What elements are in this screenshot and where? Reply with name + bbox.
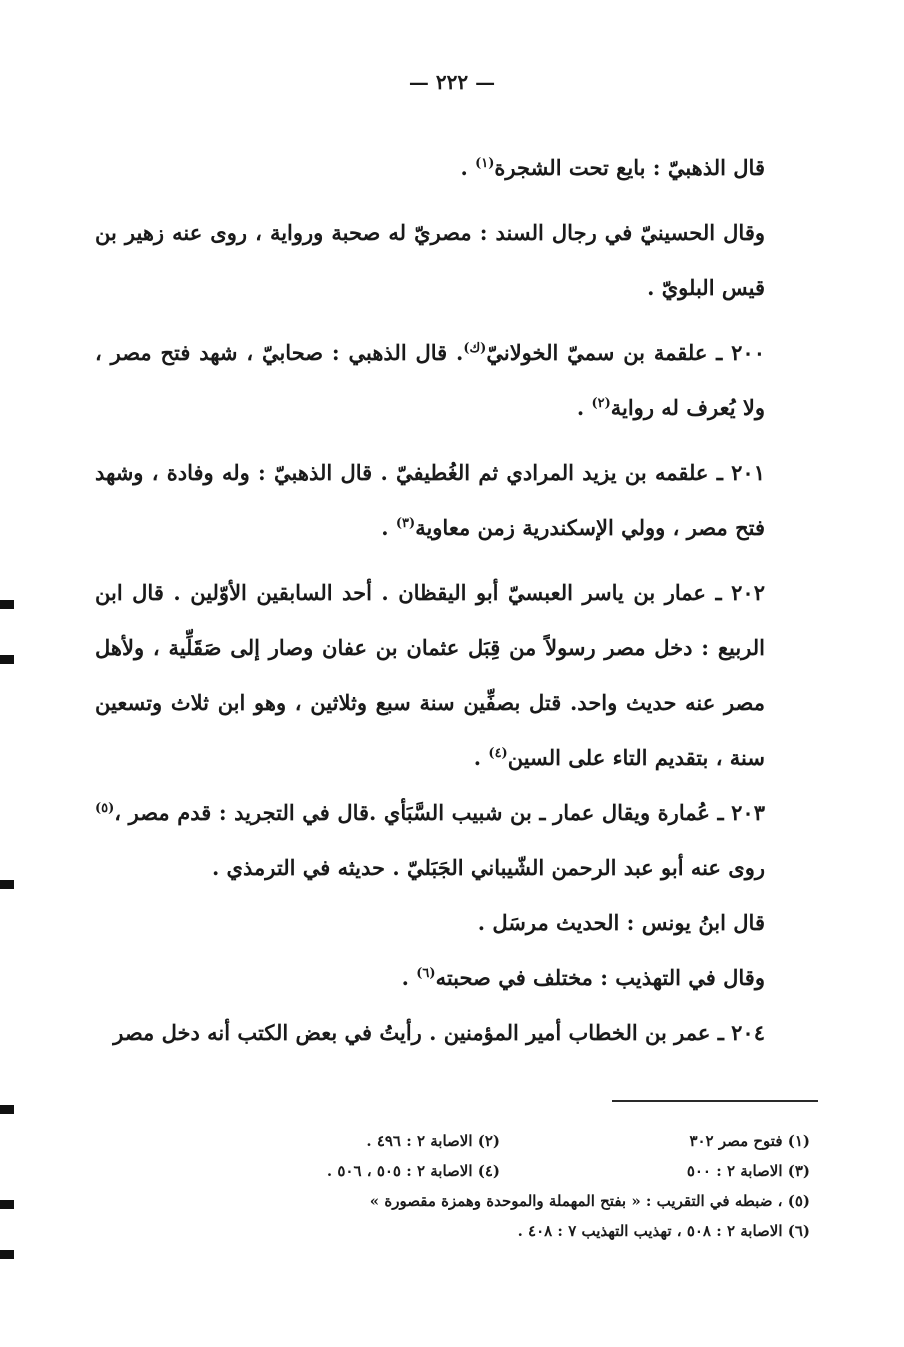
entry-200: ٢٠٠ ـ علقمة بن سميّ الخولانيّ$^{(ك)}$. قال الذهبي : صحابيّ ، شهد فتح مصر ، ولا يُعرف له رواية$^{(٢)}$ . — [95, 340, 765, 420]
binding-mark — [0, 880, 14, 889]
binding-mark — [0, 1250, 14, 1259]
footnotes — [190, 1126, 810, 1246]
binding-mark — [0, 1105, 14, 1114]
main-text — [95, 140, 820, 1060]
footnote-row — [190, 1126, 810, 1156]
footnote-ref: (٢) — [591, 396, 611, 411]
footnote-ref: (١) — [475, 156, 495, 171]
paragraph-p7: قال ابنُ يونس : الحديث مرسَل . — [477, 910, 765, 935]
entry-204: ٢٠٤ ـ عمر بن الخطاب أمير المؤمنين . رأيتُ في بعض الكتب أنه دخل مصر — [113, 1020, 765, 1045]
footnote-ref: (٣) — [395, 516, 416, 531]
footnote-ref: (٤) — [488, 746, 508, 761]
footnote-divider — [612, 1100, 818, 1102]
paragraph-p1: قال الذهبيّ : بايع تحت الشجرة$^{(١)}$ . — [460, 155, 765, 180]
footnote-ref: (ك) — [463, 341, 487, 356]
footnote-1: (١) فتوح مصر ٣٠٢ — [689, 1132, 810, 1150]
footnote-3: (٣) الاصابة ٢ : ٥٠٠ — [686, 1162, 810, 1180]
page-number: — ٢٢٢ — — [408, 70, 496, 94]
binding-mark — [0, 600, 14, 609]
footnote-6: (٦) الاصابة ٢ : ٥٠٨ ، تهذيب التهذيب ٧ : ٤٠٨ . — [517, 1222, 810, 1240]
paragraph-p8: وقال في التهذيب : مختلف في صحبته$^{(٦)}$ . — [401, 965, 765, 990]
entry-203: ٢٠٣ ـ عُمارة ويقال عمار ـ بن شبيب السَّبَأي .قال في التجريد : قدم مصر ،$^{(٥)}$ روى عنه أبو عبد الرحمن الشّيباني الجَبَليّ . حديثه في الترمذي . — [95, 800, 765, 880]
entry-201: ٢٠١ ـ علقمه بن يزيد المرادي ثم الغُطيفيّ . قال الذهبيّ : وله وفادة ، وشهد فتح مصر ، وولي الإسكندرية زمن معاوية$^{(٣)}$ . — [95, 460, 765, 540]
footnote-row — [190, 1156, 810, 1186]
footnote-4: (٤) الاصابة ٢ : ٥٠٥ ، ٥٠٦ . — [326, 1162, 500, 1180]
entry-202: ٢٠٢ ـ عمار بن ياسر العبسيّ أبو اليقظان . أحد السابقين الأوّلين . قال ابن الربيع : دخل مصر رسولاً من قِبَل عثمان بن عفان وصار إلى صَقَلِّية ، ولأهل مصر عنه حديث واحد. قتل بصفِّين سنة سبع وثلاثين ، وهو ابن ثلاث وتسعين سنة ، بتقديم التاء على السين$^{(٤)}$ . — [95, 580, 765, 770]
footnote-5: (٥) ، ضبطه في التقريب : « بفتح المهملة والموحدة وهمزة مقصورة » — [369, 1192, 810, 1210]
binding-mark — [0, 1200, 14, 1209]
binding-mark — [0, 655, 14, 664]
paragraph-p2: وقال الحسينيّ في رجال السند : مصريّ له صحبة ورواية ، روى عنه زهير بن قيس البلويّ . — [95, 220, 765, 300]
footnote-2: (٢) الاصابة ٢ : ٤٩٦ . — [366, 1132, 500, 1150]
footnote-ref: (٦) — [416, 966, 436, 981]
footnote-ref: (٥) — [95, 801, 115, 816]
